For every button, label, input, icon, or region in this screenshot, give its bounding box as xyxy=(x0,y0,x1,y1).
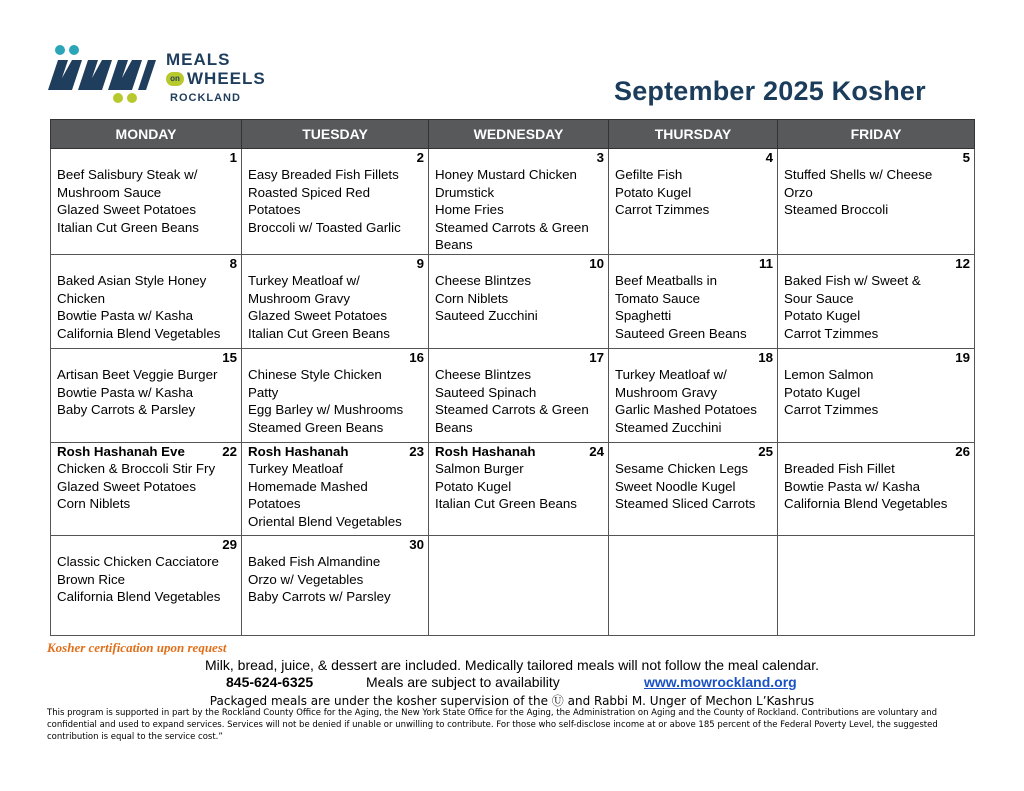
day-header xyxy=(435,149,604,166)
day-number: 2 xyxy=(416,150,424,165)
day-header xyxy=(784,349,970,366)
menu-item: Glazed Sweet Potatoes xyxy=(57,478,196,494)
menu-item: Bowtie Pasta w/ Kasha xyxy=(57,384,193,400)
menu-item: Sauteed Zucchini xyxy=(435,308,538,323)
day-header xyxy=(435,255,604,272)
menu-item: Oriental Blend Vegetables xyxy=(248,513,402,529)
menu-item: Breaded Fish Fillet xyxy=(784,461,895,476)
day-number: 25 xyxy=(758,444,773,459)
day-cell xyxy=(609,255,778,349)
day-number: 19 xyxy=(955,350,970,365)
day-cell xyxy=(778,255,975,349)
menu-item: Glazed Sweet Potatoes xyxy=(248,308,387,323)
day-number: 29 xyxy=(222,537,237,552)
day-number: 22 xyxy=(222,444,237,459)
day-header xyxy=(248,536,424,553)
menu-item: Bowtie Pasta w/ Kasha xyxy=(57,308,193,323)
day-header xyxy=(248,349,424,366)
menu-item: Carrot Tzimmes xyxy=(784,325,879,341)
menu-item: Lemon Salmon xyxy=(784,367,874,382)
menu-item: Beans xyxy=(435,419,473,435)
weekday-header-row xyxy=(51,120,975,149)
day-number: 12 xyxy=(955,256,970,271)
menu-calendar xyxy=(50,119,975,636)
week-row xyxy=(51,443,975,536)
menu-item: Mushroom Gravy xyxy=(615,384,717,400)
day-header xyxy=(248,443,424,460)
day-number: 16 xyxy=(409,350,424,365)
menu-item: Cheese Blintzes xyxy=(435,273,532,288)
menu-item: California Blend Vegetables xyxy=(784,496,948,511)
day-header xyxy=(784,443,970,460)
menu-item: Potato Kugel xyxy=(615,184,692,200)
week-row xyxy=(51,536,975,636)
day-header xyxy=(615,255,773,272)
day-header xyxy=(57,349,237,366)
day-cell xyxy=(609,349,778,443)
holiday-label: Rosh Hashanah xyxy=(435,444,536,459)
logo-meals: MEALS xyxy=(166,50,231,69)
logo-mark-icon xyxy=(46,44,162,104)
day-number: 8 xyxy=(229,256,237,271)
menu-item: Baby Carrots w/ Parsley xyxy=(248,589,391,604)
day-number: 15 xyxy=(222,350,237,365)
day-cell xyxy=(51,536,242,636)
day-number: 3 xyxy=(596,150,604,165)
day-header xyxy=(57,255,237,272)
day-cell xyxy=(609,536,778,636)
day-header xyxy=(784,536,970,553)
menu-item: Italian Cut Green Beans xyxy=(248,325,390,341)
kosher-certification-note: Kosher certification upon request xyxy=(47,640,227,655)
day-cell xyxy=(778,149,975,255)
day-header xyxy=(435,443,604,460)
day-cell xyxy=(242,536,429,636)
menu-item: Tomato Sauce xyxy=(615,290,701,306)
menu-item: Carrot Tzimmes xyxy=(784,402,879,417)
menu-item: Mushroom Gravy xyxy=(248,290,350,306)
menu-item: Steamed Carrots & Green xyxy=(435,402,589,417)
availability-note: Meals are subject to availability xyxy=(366,674,560,690)
menu-item: Steamed Sliced Carrots xyxy=(615,496,756,511)
day-number: 9 xyxy=(416,256,424,271)
page-title: September 2025 Kosher xyxy=(614,76,926,106)
weekday-header: FRIDAY xyxy=(778,120,975,149)
logo-wheels: WHEELS xyxy=(187,69,266,88)
menu-item: Egg Barley w/ Mushrooms xyxy=(248,402,404,417)
menu-item: Mushroom Sauce xyxy=(57,184,162,200)
menu-item: Sesame Chicken Legs xyxy=(615,461,749,476)
menu-item: Sweet Noodle Kugel xyxy=(615,478,736,494)
menu-item: Spaghetti xyxy=(615,308,672,323)
day-cell xyxy=(51,349,242,443)
menu-item: Beans xyxy=(435,237,473,252)
menu-item: Roasted Spiced Red xyxy=(248,184,370,200)
menu-item: Italian Cut Green Beans xyxy=(57,219,199,235)
menu-item: Classic Chicken Cacciatore xyxy=(57,554,219,569)
day-header xyxy=(615,443,773,460)
logo-rockland: ROCKLAND xyxy=(170,92,241,104)
day-header xyxy=(615,349,773,366)
day-number: 11 xyxy=(758,256,773,271)
menu-item: Steamed Carrots & Green xyxy=(435,219,589,235)
day-cell xyxy=(51,149,242,255)
menu-item: Italian Cut Green Beans xyxy=(435,496,577,511)
day-cell xyxy=(609,149,778,255)
day-header xyxy=(57,443,237,460)
kosher-supervision-note: Packaged meals are under the kosher supervision of the Ⓤ and Rabbi M. Unger of Mechon L’Kashrus xyxy=(209,694,815,708)
day-header xyxy=(248,255,424,272)
menu-item: Turkey Meatloaf xyxy=(248,461,343,476)
menu-item: Chicken & Broccoli Stir Fry xyxy=(57,461,216,476)
menu-item: Corn Niblets xyxy=(57,496,131,511)
day-number: 30 xyxy=(409,537,424,552)
menu-item: Baked Asian Style Honey xyxy=(57,273,207,288)
day-cell xyxy=(242,349,429,443)
day-header xyxy=(615,149,773,166)
menu-item: Cheese Blintzes xyxy=(435,367,532,382)
day-cell xyxy=(429,149,609,255)
day-number: 23 xyxy=(409,444,424,459)
menu-item: Orzo xyxy=(784,184,813,200)
menu-item: Sauteed Green Beans xyxy=(615,325,747,341)
menu-item: Chicken xyxy=(57,290,106,306)
holiday-label: Rosh Hashanah xyxy=(248,444,349,459)
menu-item: Steamed Broccoli xyxy=(784,202,889,217)
day-cell xyxy=(242,149,429,255)
menu-item: Potatoes xyxy=(248,202,301,217)
day-cell xyxy=(242,255,429,349)
day-number: 10 xyxy=(589,256,604,271)
weekday-header: WEDNESDAY xyxy=(429,120,609,149)
menu-item: Baked Fish w/ Sweet & xyxy=(784,273,921,288)
day-header xyxy=(248,149,424,166)
day-number: 4 xyxy=(765,150,773,165)
phone-number: 845-624-6325 xyxy=(226,674,314,690)
menu-item: Steamed Zucchini xyxy=(615,419,722,435)
menu-item: Honey Mustard Chicken xyxy=(435,167,577,182)
menu-item: Stuffed Shells w/ Cheese xyxy=(784,167,933,182)
day-number: 17 xyxy=(589,350,604,365)
menu-item: Sour Sauce xyxy=(784,290,854,306)
included-note: Milk, bread, juice, & dessert are included. Medically tailored meals will not follow the meal calendar. xyxy=(205,657,819,673)
weekday-header: THURSDAY xyxy=(609,120,778,149)
calendar-body xyxy=(51,149,975,636)
day-cell xyxy=(51,255,242,349)
week-row xyxy=(51,149,975,255)
menu-item: Chinese Style Chicken xyxy=(248,367,382,382)
menu-item: Baby Carrots & Parsley xyxy=(57,402,196,417)
day-cell xyxy=(429,443,609,536)
menu-item: Home Fries xyxy=(435,202,504,217)
day-cell xyxy=(242,443,429,536)
menu-item: Patty xyxy=(248,384,279,400)
day-cell xyxy=(778,536,975,636)
meals-on-wheels-logo xyxy=(46,44,266,104)
menu-item: Potatoes xyxy=(248,496,301,511)
menu-item: Glazed Sweet Potatoes xyxy=(57,202,196,217)
menu-item: Carrot Tzimmes xyxy=(615,202,710,217)
menu-item: Potato Kugel xyxy=(435,478,512,494)
menu-item: Steamed Green Beans xyxy=(248,419,384,435)
weekday-header: TUESDAY xyxy=(242,120,429,149)
logo-on: on xyxy=(166,72,184,86)
menu-item: Orzo w/ Vegetables xyxy=(248,571,364,587)
day-header xyxy=(784,149,970,166)
day-header xyxy=(435,536,604,553)
menu-item: Easy Breaded Fish Fillets xyxy=(248,167,399,182)
menu-item: Salmon Burger xyxy=(435,461,524,476)
day-number: 1 xyxy=(229,150,237,165)
day-header xyxy=(784,255,970,272)
day-cell xyxy=(778,443,975,536)
day-cell xyxy=(429,255,609,349)
day-number: 24 xyxy=(589,444,604,459)
holiday-label: Rosh Hashanah Eve xyxy=(57,444,185,459)
menu-item: Baked Fish Almandine xyxy=(248,554,381,569)
day-cell xyxy=(51,443,242,536)
day-cell xyxy=(609,443,778,536)
menu-item: Gefilte Fish xyxy=(615,167,683,182)
day-header xyxy=(435,349,604,366)
day-number: 5 xyxy=(962,150,970,165)
menu-item: Brown Rice xyxy=(57,571,125,587)
menu-item: California Blend Vegetables xyxy=(57,589,221,604)
day-header xyxy=(57,536,237,553)
menu-item: Corn Niblets xyxy=(435,290,509,306)
menu-item: Beef Meatballs in xyxy=(615,273,717,288)
day-cell xyxy=(429,536,609,636)
menu-item: Turkey Meatloaf w/ xyxy=(615,367,727,382)
menu-item: Drumstick xyxy=(435,184,495,200)
day-number: 26 xyxy=(955,444,970,459)
menu-item: Turkey Meatloaf w/ xyxy=(248,273,360,288)
menu-item: Beef Salisbury Steak w/ xyxy=(57,167,198,182)
menu-item: Potato Kugel xyxy=(784,308,861,323)
menu-item: Artisan Beet Veggie Burger xyxy=(57,367,218,382)
menu-item: Sauteed Spinach xyxy=(435,384,537,400)
menu-item: Bowtie Pasta w/ Kasha xyxy=(784,478,920,494)
day-cell xyxy=(429,349,609,443)
day-cell xyxy=(778,349,975,443)
menu-item: Broccoli w/ Toasted Garlic xyxy=(248,219,401,235)
week-row xyxy=(51,349,975,443)
menu-item: Potato Kugel xyxy=(784,384,861,400)
website-link[interactable]: www.mowrockland.org xyxy=(644,674,797,690)
menu-item: Homemade Mashed xyxy=(248,478,368,494)
program-support-note: This program is supported in part by the Rockland County Office for the Aging, the New York State Office for the Aging, the Administration on Aging and the County of Rockland. Contributions are voluntary and confidential and used to expand services. Services will not be denied if unable or unwilling to contribute. For those who self-disclose income at or above 185 percent of the Federal Poverty Level, the suggested contribution is equal to the service cost.” xyxy=(47,708,938,742)
day-header xyxy=(57,149,237,166)
day-number: 18 xyxy=(758,350,773,365)
day-header xyxy=(615,536,773,553)
weekday-header: MONDAY xyxy=(51,120,242,149)
menu-item: California Blend Vegetables xyxy=(57,325,221,341)
week-row xyxy=(51,255,975,349)
menu-item: Garlic Mashed Potatoes xyxy=(615,402,757,417)
